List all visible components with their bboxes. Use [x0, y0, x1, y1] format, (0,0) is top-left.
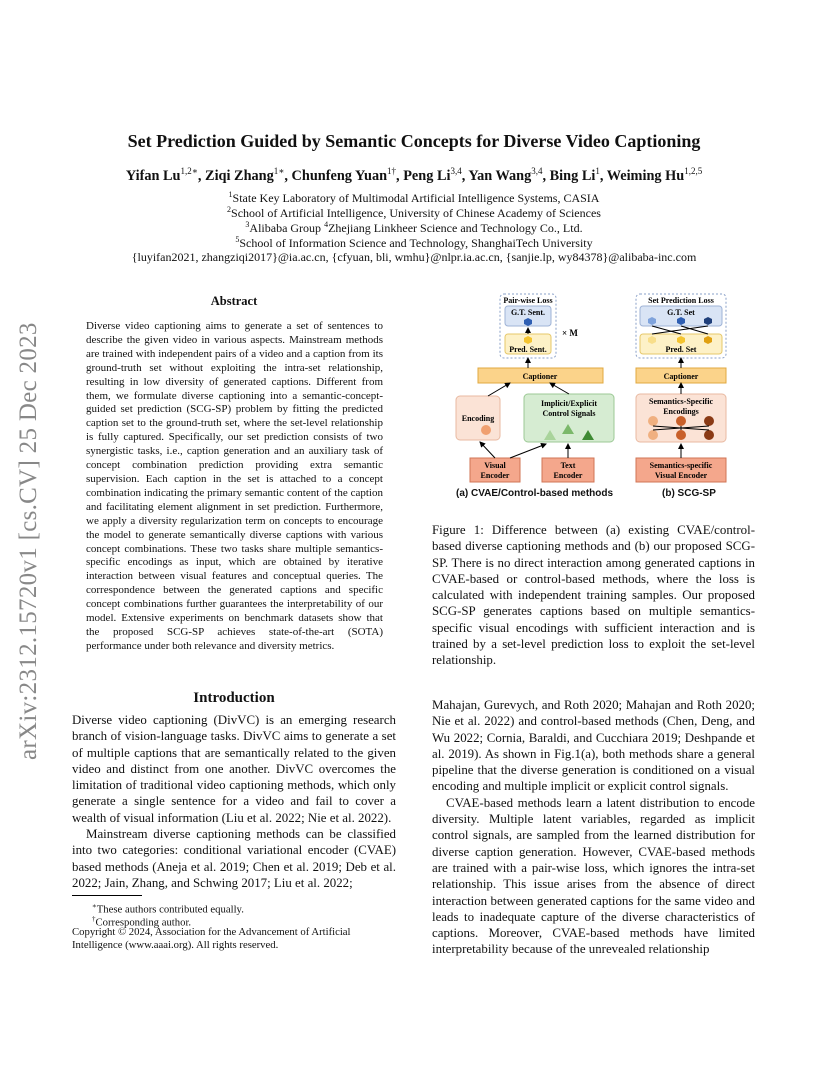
signals-label-1: Implicit/Explicit [541, 399, 597, 408]
figure-1-diagram [450, 288, 730, 503]
times-m-label: × M [562, 328, 578, 338]
affiliation-emails: {luyifan2021, zhangziqi2017}@ia.ac.cn, {cfyuan, bli, wmhu}@nlpr.ia.ac.cn, {sanjie.lp, wy84378}@alibaba-inc.com [131, 250, 697, 264]
set-loss-label: Set Prediction Loss [648, 296, 714, 305]
affiliation-4: $^5$School of Information Science and Technology, ShanghaiTech University [235, 235, 593, 250]
semantics-encodings-label-2: Encodings [663, 407, 699, 416]
intro-paragraph-1: Diverse video captioning (DivVC) is an emerging research branch of vision-language tasks. DivVC aims to generate a set of multiple captions that are semantically related to the given video and distinct from one another. DivVC overcomes the limitation of traditional video captioning methods, which only generate a single sentence for a video and fail to cover a wealth of visual information (Liu et al. 2022; Nie et al. 2022). [72, 713, 396, 825]
affiliation-1: $^1$State Key Laboratory of Multimodal Artificial Intelligence Systems, CASIA [228, 190, 600, 205]
footnote-equal-contribution: ∗These authors contributed equally. [92, 902, 244, 916]
footnote-rule [72, 895, 142, 896]
text-encoder-label-2: Encoder [553, 471, 583, 480]
visual-encoder-label-1: Visual [484, 461, 506, 470]
gt-set-label: G.T. Set [667, 308, 695, 317]
captioner-a-label: Captioner [522, 372, 558, 381]
figure-1 [450, 288, 730, 503]
arxiv-sidebar-id: arXiv:2312.15720v1 [cs.CV] 25 Dec 2023 [15, 322, 42, 760]
author-list: Yifan $Lu^{1,2∗}$, Ziqi Zhang$^{1∗}$, Chunfeng Yuan$^{1\dagger}$, Peng Li$^{3,4}$, Yan Wang$^{3,4}$, Bing Li$^1$, Weiming Hu$^{1,2,5}$ [125, 166, 703, 184]
copyright-notice: Copyright © 2024, Association for the Advancement of Artificial Intelligence (www.aaai.org). All rights reserved. [72, 926, 351, 951]
intro-right-column [432, 697, 755, 958]
subcaption-a: (a) CVAE/Control-based methods [456, 488, 614, 499]
semantics-encodings-label-1: Semantics-Specific [649, 397, 713, 406]
figure-1-caption: Figure 1: Difference between (a) existing CVAE/control-based diverse captioning methods and (b) our proposed SCG-SP. There is no direct interaction among generated captions in CVAE-based or control-based methods, where the loss is calculated with independent training samples. Our proposed SCG-SP generates captions based on multiple semantics-specific visual encodings with sufficient interaction and is trained by a set-level prediction loss to exploit the set-level relationship. [432, 523, 755, 668]
subcaption-b: (b) SCG-SP [662, 488, 716, 499]
panel-b [636, 294, 726, 482]
semantics-visual-encoder-label-1: Semantics-specific [649, 461, 713, 470]
pairwise-loss-label: Pair-wise Loss [503, 296, 553, 305]
pred-sent-label: Pred. Sent. [509, 345, 547, 354]
abstract-text: Diverse video captioning aims to generate a set of sentences to describe the given video in various aspects. Mainstream methods are trained with independent pairs of a video and a caption from its ground-truth set without exploiting the intra-set relationship, resulting in low diversity of generated captions. Different from them, we formulate diverse captioning into a semantic-concept-guided set prediction (SCG-SP) problem by fitting the predicted caption set to the ground-truth set, where the set-level relationship is fully captured. Specifically, our set prediction consists of two synergistic tasks, i.e., caption generation and an auxiliary task of concept combination prediction providing extra semantic supervision. Each caption in the set is attached to a concept combination indicating the primary semantic content of the caption and facilitating element alignment in set prediction. Furthermore, we apply a diversity regularization term on concepts to encourage the model to generate semantically diverse captions with various concept combinations. These two tasks share multiple semantics-specific encodings as input, which are obtained by iterative interaction between visual features and conceptual queries. The correspondence between the generated captions and specific concept combinations further guarantees the interpretability of our model. Extensive experiments on benchmark datasets show that the proposed SCG-SP achieves state-of-the-art (SOTA) performance under both relevance and diversity metrics. [86, 320, 383, 652]
affiliation-2: $^2$School of Artificial Intelligence, University of Chinese Academy of Sciences [227, 205, 601, 220]
right-paragraph-2: CVAE-based methods learn a latent distribution to encode diversity. Multiple latent variables, regarded as implicit control signals, are sampled from the learned distribution for diverse caption generation. However, CVAE-based methods are trained with a pair-wise loss, which ignores the intra-set relationship. This issue arises from the absence of direct interaction between generated captions for the same video and leads to inadequate capture of the diverse characteristics of captions. Moreover, CVAE-based methods have limited interpretability because of the unrevealed relationship [432, 795, 755, 957]
signals-label-2: Control Signals [542, 409, 596, 418]
paper-title: Set Prediction Guided by Semantic Concepts for Diverse Video Captioning [127, 131, 701, 151]
pred-set-label: Pred. Set [665, 345, 697, 354]
visual-encoder-label-2: Encoder [480, 471, 510, 480]
intro-paragraph-2: Mainstream diverse captioning methods can be classified into two categories: conditional variational encoder (CVAE) based methods (Aneja et al. 2019; Chen et al. 2019; Deb et al. 2022; Jain, Zhang, and Schwing 2017; Liu et al. 2022; [72, 827, 396, 890]
text-encoder-label-1: Text [560, 461, 576, 470]
captioner-b-label: Captioner [663, 372, 699, 381]
abstract-heading: Abstract [210, 294, 258, 308]
gt-sent-label: G.T. Sent. [510, 308, 546, 317]
encoding-label: Encoding [461, 414, 495, 423]
footnote-corresponding: †Corresponding author. [92, 915, 192, 929]
intro-left-column [72, 712, 396, 891]
semantics-visual-encoder-label-2: Visual Encoder [654, 471, 708, 480]
introduction-heading: Introduction [193, 690, 275, 706]
right-paragraph-1: Mahajan, Gurevych, and Roth 2020; Mahajan and Roth 2020; Nie et al. 2022) and control-based methods (Chen, Deng, and Wu 2022; Cornia, Baraldi, and Cucchiara 2019; Deshpande et al. 2019). As shown in Fig.1(a), both methods share a general pipeline that the diverse generation is conditioned on a visual encoding and multiple implicit or explicit control signals. [432, 698, 755, 794]
affiliation-3: $^3$Alibaba Group $^4$Zhejiang Linkheer Science and Technology Co., Ltd. [245, 220, 583, 235]
panel-a [456, 294, 614, 482]
